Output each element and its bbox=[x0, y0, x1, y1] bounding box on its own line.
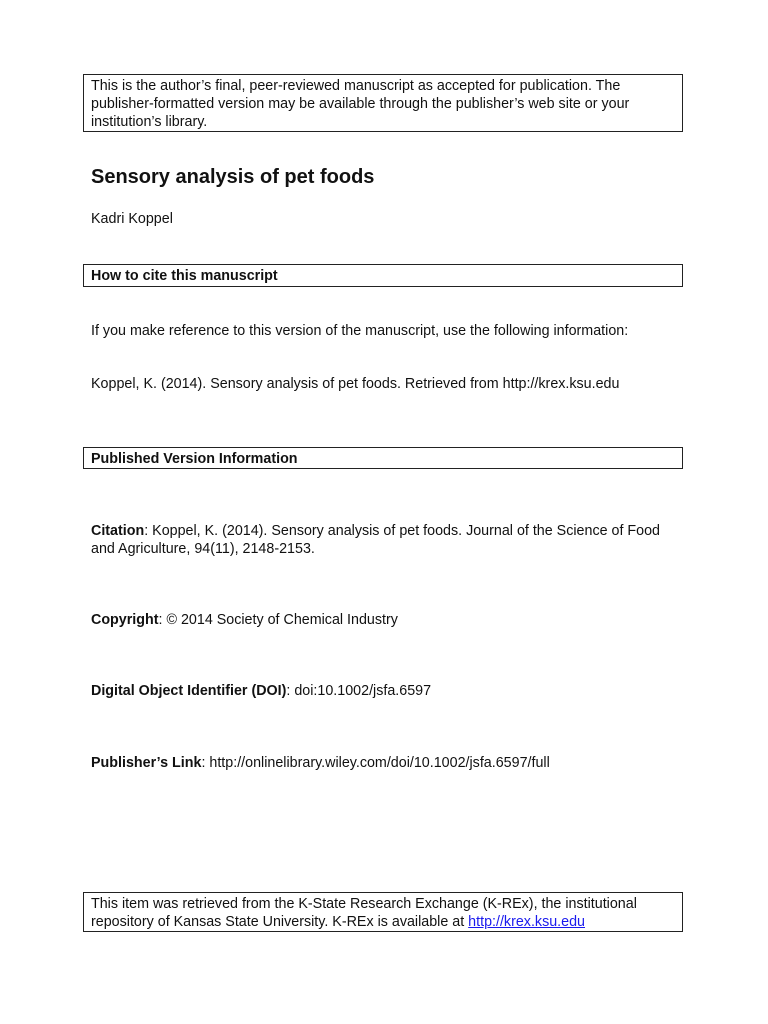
published-version-heading-box bbox=[83, 447, 683, 469]
krex-link[interactable]: http://krex.ksu.edu bbox=[468, 914, 585, 930]
doi-entry bbox=[91, 682, 681, 700]
krex-footer-text bbox=[91, 895, 675, 931]
copyright-entry bbox=[91, 611, 681, 629]
article-author: Kadri Koppel bbox=[91, 211, 173, 227]
doi-value: : doi:10.1002/jsfa.6597 bbox=[286, 683, 432, 699]
how-to-cite-heading: How to cite this manuscript bbox=[91, 268, 278, 284]
manuscript-citation-text: Koppel, K. (2014). Sensory analysis of pet foods. Retrieved from http://krex.ksu.edu bbox=[91, 376, 620, 392]
krex-footer-statement: This item was retrieved from the K-State Research Exchange (K-REx), the institutional repository of Kansas State University. K-REx is available at bbox=[91, 896, 637, 930]
manuscript-notice-box bbox=[83, 74, 683, 132]
publisher-link-label: Publisher’s Link bbox=[91, 755, 202, 771]
reference-intro-text: If you make reference to this version of the manuscript, use the following information: bbox=[91, 323, 629, 339]
doi-label: Digital Object Identifier (DOI) bbox=[91, 683, 287, 699]
copyright-label: Copyright bbox=[91, 612, 159, 628]
krex-footer-box bbox=[83, 892, 683, 932]
publisher-link-entry bbox=[91, 754, 681, 772]
manuscript-notice-text: This is the author’s final, peer-reviewed manuscript as accepted for publication. The publisher-formatted version may be available through the publisher’s web site or your institution’s library. bbox=[91, 78, 630, 130]
article-title: Sensory analysis of pet foods bbox=[91, 166, 375, 188]
copyright-value: : © 2014 Society of Chemical Industry bbox=[158, 612, 398, 628]
published-version-heading: Published Version Information bbox=[91, 451, 298, 467]
citation-entry bbox=[91, 522, 681, 558]
citation-label: Citation bbox=[91, 523, 145, 539]
publisher-link-value: : http://onlinelibrary.wiley.com/doi/10.1002/jsfa.6597/full bbox=[201, 755, 550, 771]
how-to-cite-heading-box bbox=[83, 264, 683, 287]
citation-value: : Koppel, K. (2014). Sensory analysis of pet foods. Journal of the Science of Food and Agriculture, 94(11), 2148-2153. bbox=[91, 523, 661, 557]
